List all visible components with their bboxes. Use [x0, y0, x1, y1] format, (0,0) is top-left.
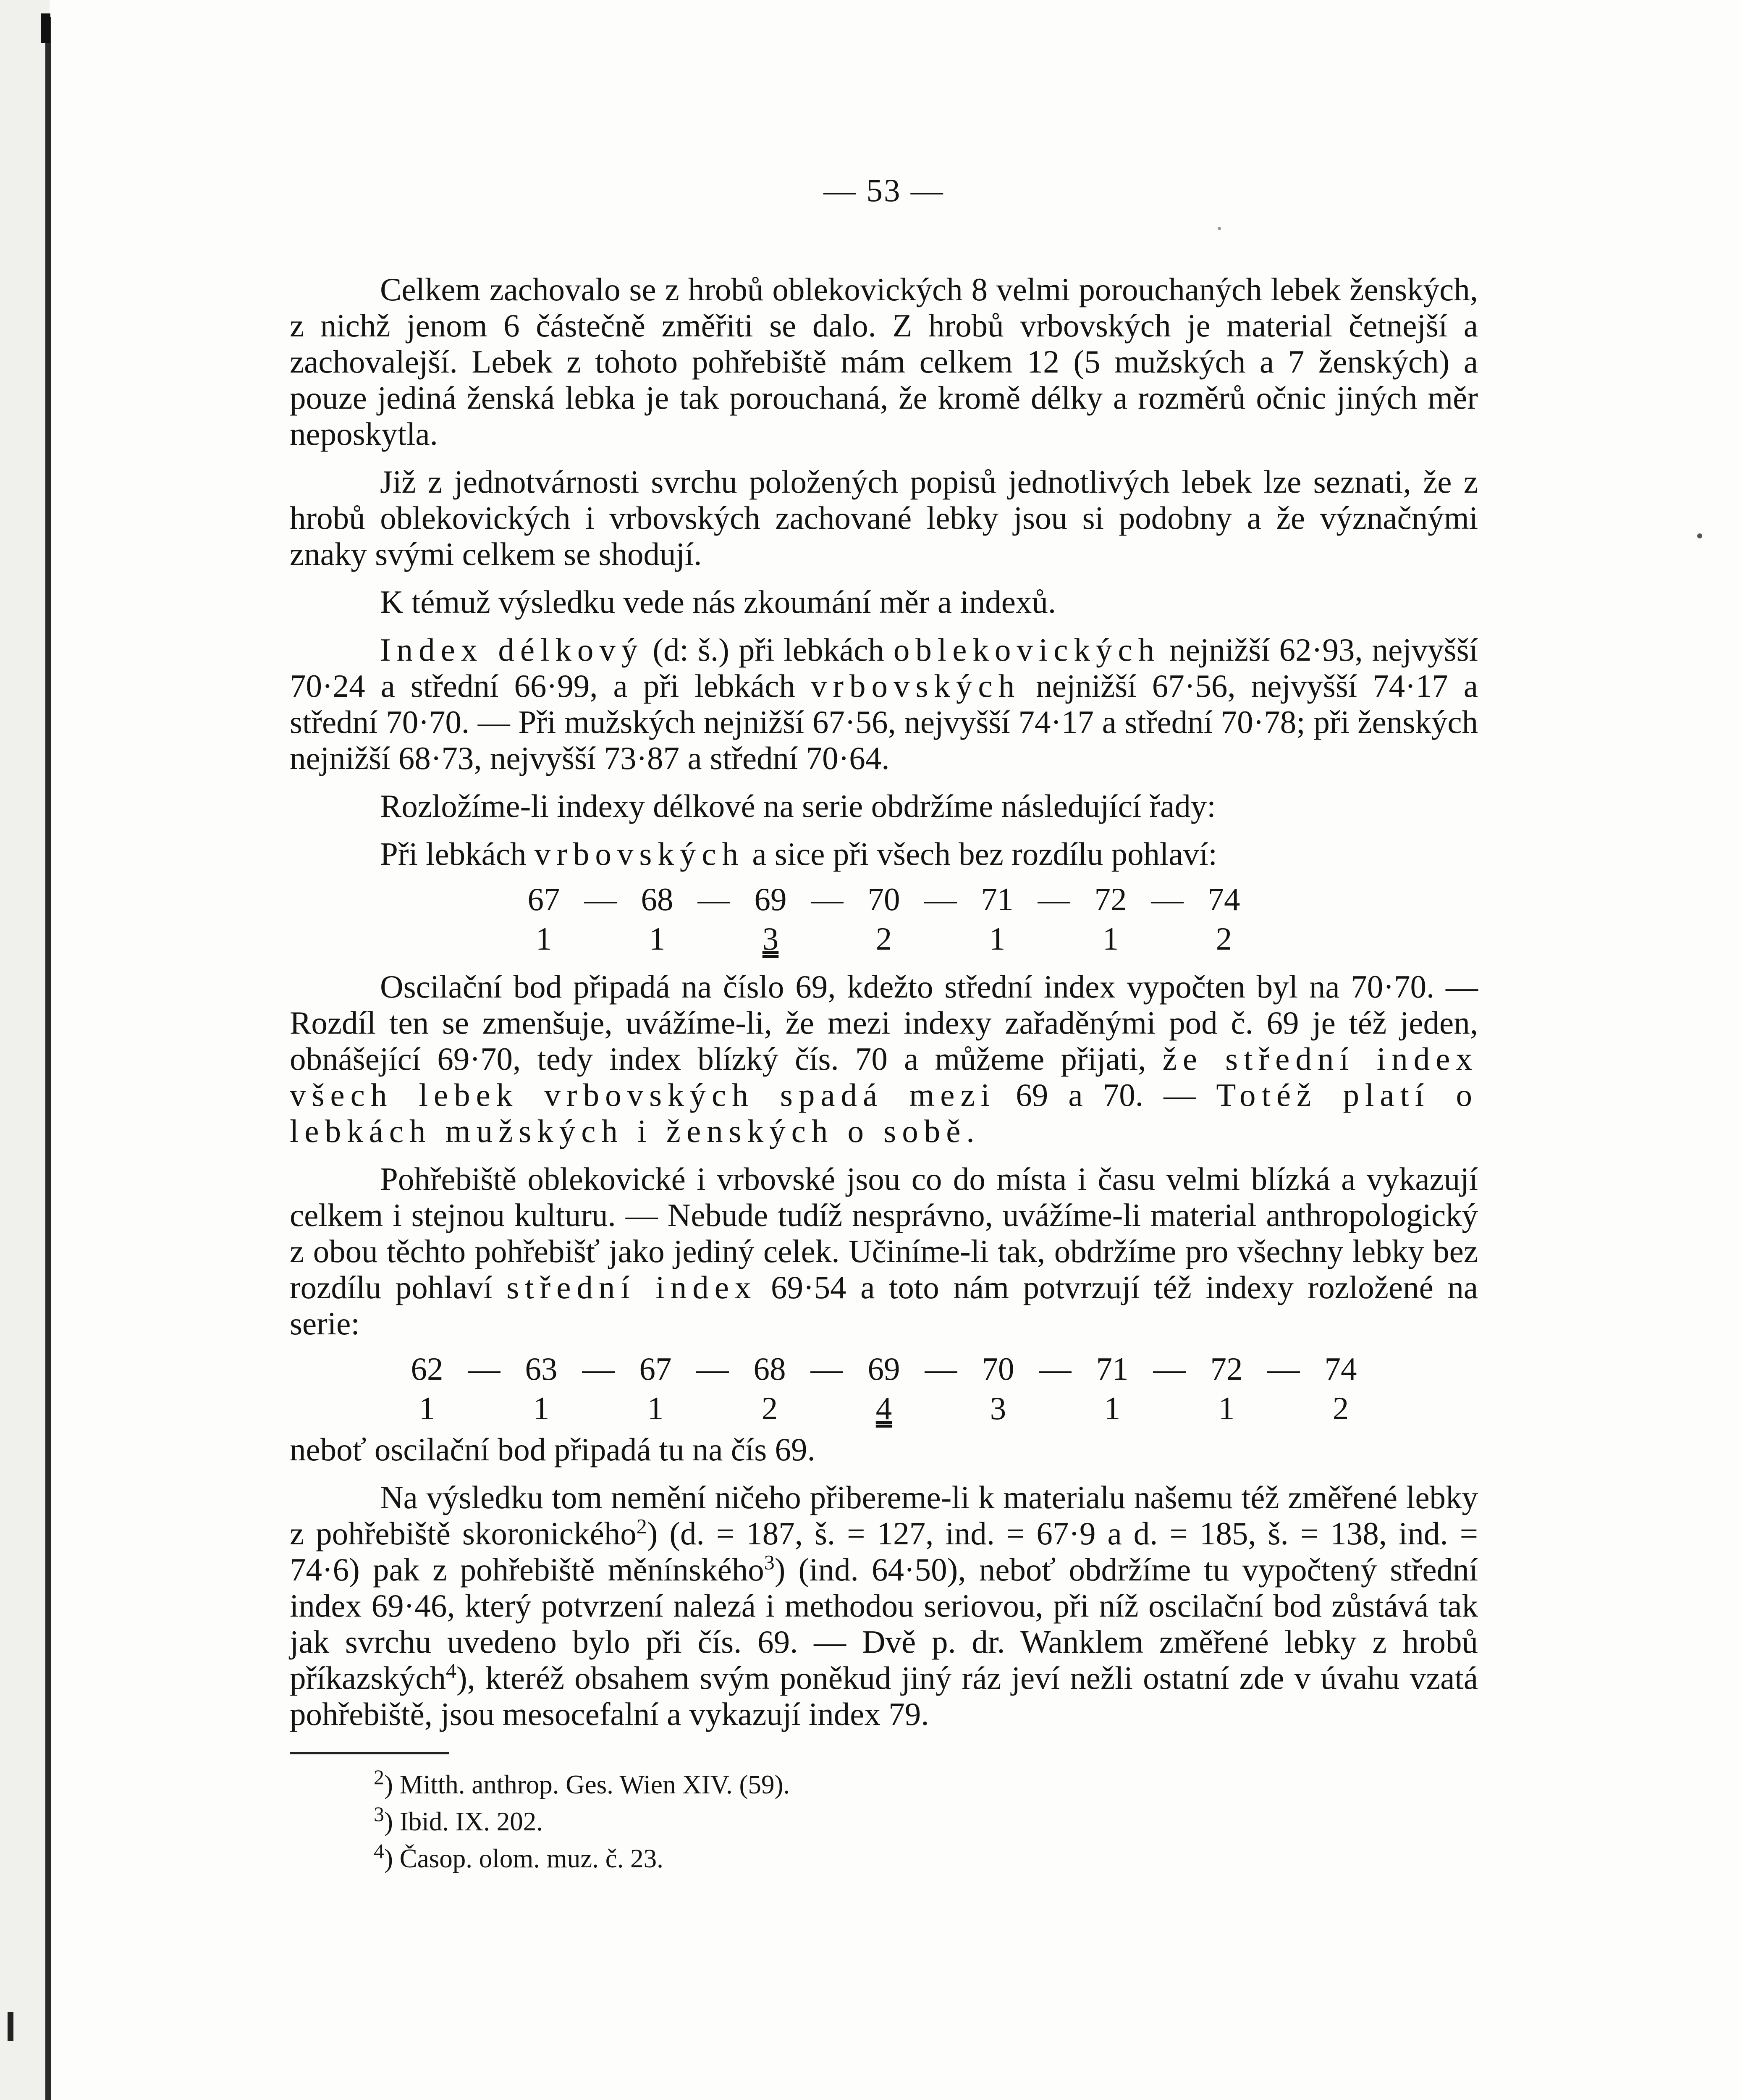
series-value: 67 [527, 881, 560, 917]
series-dash: — [811, 881, 844, 917]
spaced-term: Index délkový [380, 632, 644, 668]
spine-edge [45, 17, 51, 2100]
paragraph-5: Rozložíme-li indexy délkové na serie obdržíme následující řady: [380, 788, 1216, 824]
series-value: 72 [1094, 881, 1127, 917]
series-table-2 [290, 1351, 1478, 1426]
spine-mark [41, 13, 50, 43]
series-2-counts [290, 1390, 1478, 1426]
series-dash: — [810, 1351, 843, 1387]
spaced-term: vrbovských [810, 668, 1021, 704]
series-value: 63 [525, 1351, 558, 1387]
series-dash: — [925, 1351, 957, 1387]
text-body [290, 172, 1478, 1877]
series-dash: — [582, 1351, 615, 1387]
edge-mark [8, 2012, 13, 2041]
paragraph-9: neboť oscilační bod připadá tu na čís 69. [290, 1431, 815, 1467]
series-count: 1 [1102, 921, 1119, 957]
series-count: 1 [1104, 1390, 1121, 1426]
spaced-term: Totéž platí o lebkách mužských i ženských o sobě. [290, 1077, 1478, 1149]
footnote-ref: 3 [764, 1550, 775, 1574]
series-count: 2 [1332, 1390, 1349, 1426]
series-value: 68 [753, 1351, 786, 1387]
paragraph-7: Oscilační bod připadá na číslo 69, kdežto střední index vypočten byl na 70·70. — Rozdíl ten se zmenšuje, uvážíme-li, že mezi indexy zařaděnými pod č. 69 je též jeden, obnášející 69·70, tedy index blízký čís. 70 a můžeme přijati, že střední index všech lebek vrbovských spadá mezi 69 a 70. — Totéž platí o lebkách mužských i ženských o sobě. [290, 969, 1478, 1149]
series-table-1 [290, 881, 1478, 957]
series-count: 1 [649, 921, 666, 957]
series-1-counts [290, 921, 1478, 957]
series-dash: — [468, 1351, 501, 1387]
series-count: 2 [761, 1390, 778, 1426]
series-count: 1 [419, 1390, 435, 1426]
paragraph-3: K témuž výsledku vede nás zkoumání měr a indexů. [380, 584, 1056, 620]
spaced-term: oblekovických [893, 632, 1161, 668]
series-count: 1 [1218, 1390, 1235, 1426]
series-value: 62 [411, 1351, 443, 1387]
series-dash: — [1153, 1351, 1186, 1387]
series-count: 3 [990, 1390, 1006, 1426]
series-dash: — [1267, 1351, 1300, 1387]
series-value: 71 [981, 881, 1014, 917]
paragraph-4: Index délkový (d: š.) při lebkách oblekovických nejnižší 62·93, nejvyšší 70·24 a střední 66·99, a při lebkách vrbovských nejnižší 67·56, nejvyšší 74·17 a střední 70·70. — Při mužských nejnižší 67·56, nejvyšší 74·17 a střední 70·78; při ženských nejnižší 68·73, nejvyšší 73·87 a střední 70·64. [290, 632, 1478, 776]
series-value: 67 [639, 1351, 672, 1387]
series-value: 74 [1208, 881, 1240, 917]
series-dash: — [697, 881, 730, 917]
spaced-term: že střední index všech lebek vrbovských spadá mezi [290, 1041, 1478, 1113]
series-value: 68 [641, 881, 673, 917]
book-spine [0, 0, 50, 2100]
series-count: 1 [535, 921, 552, 957]
paragraph-1: Celkem zachovalo se z hrobů oblekovických 8 velmi porouchaných lebek ženských, z nichž jenom 6 částečně změřiti se dalo. Z hrobů vrbovských je material četnejší a zachovalejší. Lebek z tohoto pohřebiště mám celkem 12 (5 mužských a 7 ženských) a pouze jediná ženská lebka je tak porouchaná, že kromě délky a rozměrů očnic jiných měr neposkytla. [290, 271, 1478, 452]
series-count: 1 [989, 921, 1006, 957]
paragraph-2: Již z jednotvárnosti svrchu položených popisů jednotlivých lebek lze seznati, že z hrobů oblekovických i vrbovských zachované lebky jsou si podobny a že význačnými znaky svými celkem se shodují. [290, 464, 1478, 572]
paragraph-10: Na výsledku tom nemění ničeho přibereme-li k materialu našemu též změřené lebky z pohřebiště skoronického$^2$) (d. = 187, š. = 127, ind. = 67·9 a d. = 185, š. = 138, ind. = 74·6) pak z pohřebiště měnínského$^3$) (ind. 64·50), neboť obdržíme tu vypočtený střední index 69·46, který potvrzení nalezá i methodou seriovou, při níž oscilační bod zůstává tak jak svrchu uvedeno bylo při čís. 69. — Dvě p. dr. Wanklem změřené lebky z hrobů příkazských$^4$), kteréž obsahem svým poněkud jiný ráz jeví nežli ostatní zde v úvahu vzatá pohřebiště, jsou mesocefalní a vykazují index 79. [290, 1479, 1478, 1732]
footnote: $^3$) Ibid. IX. 202. [374, 1802, 543, 1836]
series-dash: — [1151, 881, 1184, 917]
paragraph-6: Při lebkách vrbovských a sice při všech bez rozdílu pohlaví: [380, 836, 1217, 872]
footnote: $^4$) Časop. olom. muz. č. 23. [374, 1839, 663, 1873]
series-value: 72 [1210, 1351, 1243, 1387]
series-value: 71 [1096, 1351, 1129, 1387]
series-dash: — [584, 881, 617, 917]
scan-speck [1697, 533, 1702, 538]
series-count: 2 [875, 921, 892, 957]
series-dash: — [1039, 1351, 1072, 1387]
series-value: 69 [867, 1351, 900, 1387]
footnote-ref: 2 [636, 1514, 647, 1538]
series-1-indices [290, 881, 1478, 917]
series-dash: — [1038, 881, 1070, 917]
paragraph-8: Pohřebiště oblekovické i vrbovské jsou co do místa i času velmi blízká a vykazují celkem i stejnou kulturu. — Nebude tudíž nesprávno, uvážíme-li material anthropologický z obou těchto pohřebišť jako jediný celek. Učiníme-li tak, obdržíme pro všechny lebky bez rozdílu pohlaví střední index 69·54 a toto nám potvrzují též indexy rozložené na serie: [290, 1161, 1478, 1341]
spaced-term: vrbovských [534, 836, 744, 872]
footnote: $^2$) Mitth. anthrop. Ges. Wien XIV. (59). [374, 1765, 790, 1799]
series-dash: — [696, 1351, 729, 1387]
series-count-max: 3 [762, 921, 779, 957]
series-value: 70 [982, 1351, 1014, 1387]
series-count: 1 [647, 1390, 664, 1426]
series-count: 1 [533, 1390, 550, 1426]
series-value: 74 [1324, 1351, 1357, 1387]
spaced-term: střední index [506, 1269, 757, 1305]
page-number: — 53 — [823, 172, 944, 208]
series-value: 70 [867, 881, 900, 917]
series-count-max: 4 [875, 1390, 892, 1426]
series-2-indices [290, 1351, 1478, 1387]
series-dash: — [924, 881, 957, 917]
series-value: 69 [754, 881, 787, 917]
footnote-rule [290, 1752, 449, 1754]
series-count: 2 [1216, 921, 1232, 957]
footnote-ref: 4 [446, 1659, 457, 1683]
